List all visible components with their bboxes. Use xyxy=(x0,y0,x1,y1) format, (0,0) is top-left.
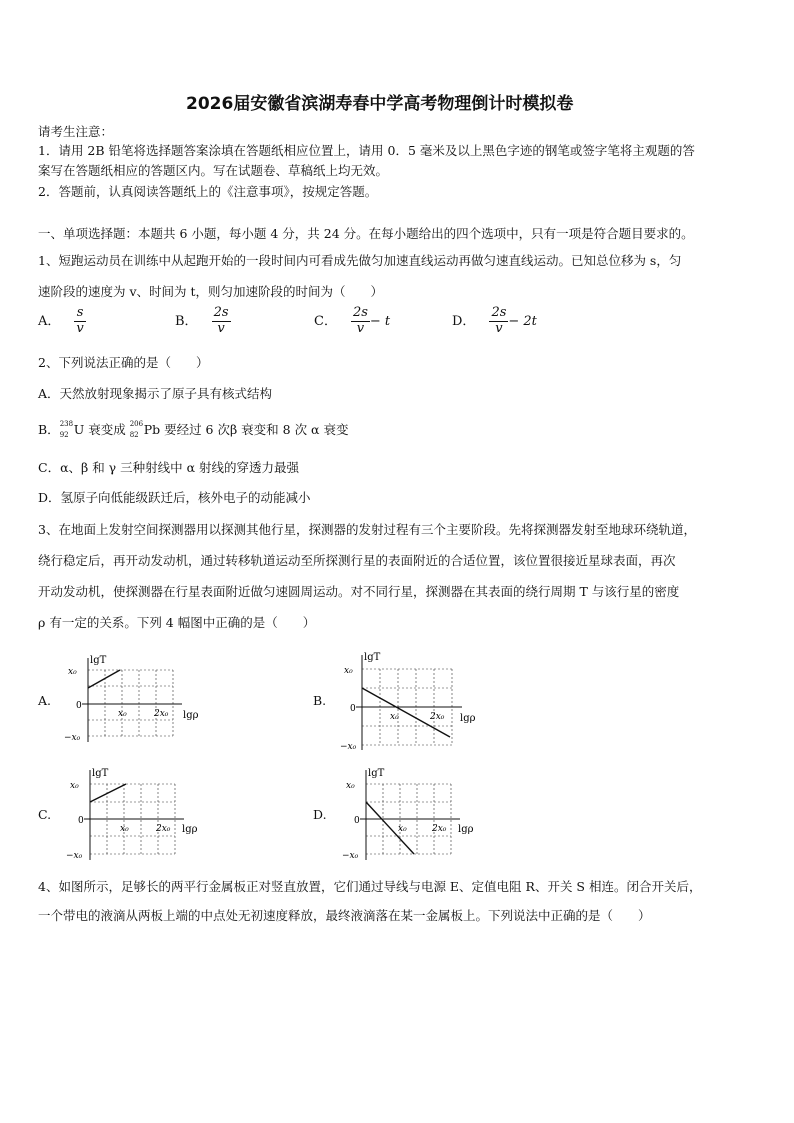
q2-option-c[interactable]: C．α、β 和 γ 三种射线中 α 射线的穿透力最强 xyxy=(38,460,300,475)
data-line xyxy=(88,670,120,688)
y-tick-bottom: −x₀ xyxy=(340,742,357,752)
y-axis-label: lgT xyxy=(90,655,107,666)
y-tick-top: x₀ xyxy=(344,666,353,676)
fraction: $\frac{s}{v}$ xyxy=(76,305,84,336)
y-tick-bottom: −x₀ xyxy=(64,733,81,743)
origin-label: 0 xyxy=(78,816,84,826)
y-tick-bottom: −x₀ xyxy=(342,851,359,861)
data-line xyxy=(90,784,126,802)
nuclide-pb: 206 82 xyxy=(129,419,144,439)
y-axis-label: lgT xyxy=(368,768,385,779)
x-tick-2x0: 2x₀ xyxy=(432,824,447,834)
x-tick-x0: x₀ xyxy=(118,709,127,719)
y-axis-label: lgT xyxy=(92,768,109,779)
y-tick-bottom: −x₀ xyxy=(66,851,83,861)
notice-item-1-line-1: 1．请用 2B 铅笔将选择题答案涂填在答题纸相应位置上，请用 0．5 毫米及以上黑色字迹的钢笔或签字笔将主观题的答 xyxy=(38,143,695,158)
x-axis-label: lgρ xyxy=(458,824,474,835)
y-tick-top: x₀ xyxy=(70,781,79,791)
x-axis-label: lgρ xyxy=(460,713,476,724)
x-tick-2x0: 2x₀ xyxy=(156,824,171,834)
option-label: B． xyxy=(175,313,198,329)
fraction: $\frac{2s}{v}$ xyxy=(213,305,229,336)
q3-graph-d xyxy=(340,762,480,867)
x-tick-x0: x₀ xyxy=(390,712,399,722)
x-axis-label: lgρ xyxy=(182,824,198,835)
q3-stem-line-2: 绕行稳定后，再开动发动机，通过转移轨道运动至所探测行星的表面附近的合适位置，该位置很接近星球表面，再次 xyxy=(38,553,676,568)
q1-option-b[interactable] xyxy=(175,306,231,337)
q3-stem-line-1: 3、在地面上发射空间探测器用以探测其他行星，探测器的发射过程有三个主要阶段。先将探测器发射至地球环绕轨道， xyxy=(38,522,696,537)
q4-stem-line-1: 4、如图所示，足够长的两平行金属板正对竖直放置，它们通过导线与电源 E、定值电阻 R、开关 S 相连。闭合开关后， xyxy=(38,879,702,894)
q1-option-a[interactable] xyxy=(38,306,86,337)
q2-stem: 2、下列说法正确的是（ ） xyxy=(38,355,209,370)
q3-stem-line-3: 开动发动机，使探测器在行星表面附近做匀速圆周运动。对不同行星，探测器在其表面的绕行周期 T 与该行星的密度 xyxy=(38,584,680,599)
option-label: C． xyxy=(314,313,337,329)
notice-heading: 请考生注意： xyxy=(38,124,114,139)
q1-stem-line-1: 1、短跑运动员在训练中从起跑开始的一段时间内可看成先做匀加速直线运动再做匀速直线运动。已知总位移为 s，匀 xyxy=(38,253,682,268)
page-title: 2026届安徽省滨湖寿春中学高考物理倒计时模拟卷 xyxy=(186,94,574,114)
q3-option-b-label[interactable]: B. xyxy=(313,693,327,708)
nuclide-u: 238 92 xyxy=(59,419,74,439)
q3-graph-a xyxy=(62,650,202,750)
q2-option-b[interactable]: B． 238 92 U 衰变成 206 82 Pb 要经过 6 次β 衰变和 8 次 α 衰变 xyxy=(38,419,349,439)
y-tick-top: x₀ xyxy=(68,667,77,677)
q3-option-d-label[interactable]: D. xyxy=(313,807,327,822)
q1-option-d[interactable]: D． $\frac{2s}{v}$ − 2t xyxy=(452,305,537,336)
notice-item-2: 2．答题前，认真阅读答题纸上的《注意事项》，按规定答题。 xyxy=(38,184,378,199)
q3-graph-b xyxy=(338,645,478,755)
x-tick-x0: x₀ xyxy=(120,824,129,834)
q3-option-c-label[interactable]: C. xyxy=(38,807,52,822)
option-label: B． xyxy=(38,422,60,437)
q1-stem-line-2: 速阶段的速度为 v、时间为 t，则匀加速阶段的时间为（ ） xyxy=(38,284,384,299)
y-axis-label: lgT xyxy=(364,652,381,663)
q2-option-d[interactable]: D．氢原子向低能级跃迁后，核外电子的动能减小 xyxy=(38,490,311,505)
y-tick-top: x₀ xyxy=(346,781,355,791)
q1-option-c[interactable]: C． $\frac{2s}{v}$ − t xyxy=(314,305,391,336)
notice-item-1-line-2: 案写在答题纸相应的答题区内。写在试题卷、草稿纸上均无效。 xyxy=(38,163,389,178)
x-axis-label: lgρ xyxy=(183,710,199,721)
q3-option-a-label[interactable]: A. xyxy=(38,693,52,708)
option-label: A． xyxy=(38,313,61,329)
q3-graph-c xyxy=(64,762,204,867)
x-tick-2x0: 2x₀ xyxy=(154,709,169,719)
fraction: $\frac{2s}{v}$ xyxy=(491,305,507,336)
grid xyxy=(88,670,173,736)
option-label: D． xyxy=(452,313,476,329)
q2-option-a[interactable]: A．天然放射现象揭示了原子具有核式结构 xyxy=(38,386,273,401)
q4-stem-line-2: 一个带电的液滴从两板上端的中点处无初速度释放，最终液滴落在某一金属板上。下列说法中正确的是（ ） xyxy=(38,908,651,923)
origin-label: 0 xyxy=(354,816,360,826)
x-tick-x0: x₀ xyxy=(398,824,407,834)
section-heading: 一、单项选择题：本题共 6 小题，每小题 4 分，共 24 分。在每小题给出的四个选项中，只有一项是符合题目要求的。 xyxy=(38,226,694,241)
origin-label: 0 xyxy=(350,704,356,714)
fraction: $\frac{2s}{v}$ xyxy=(352,305,368,336)
origin-label: 0 xyxy=(76,701,82,711)
x-tick-2x0: 2x₀ xyxy=(430,712,445,722)
data-line xyxy=(366,802,414,854)
q3-stem-line-4: ρ 有一定的关系。下列 4 幅图中正确的是（ ） xyxy=(38,615,316,630)
